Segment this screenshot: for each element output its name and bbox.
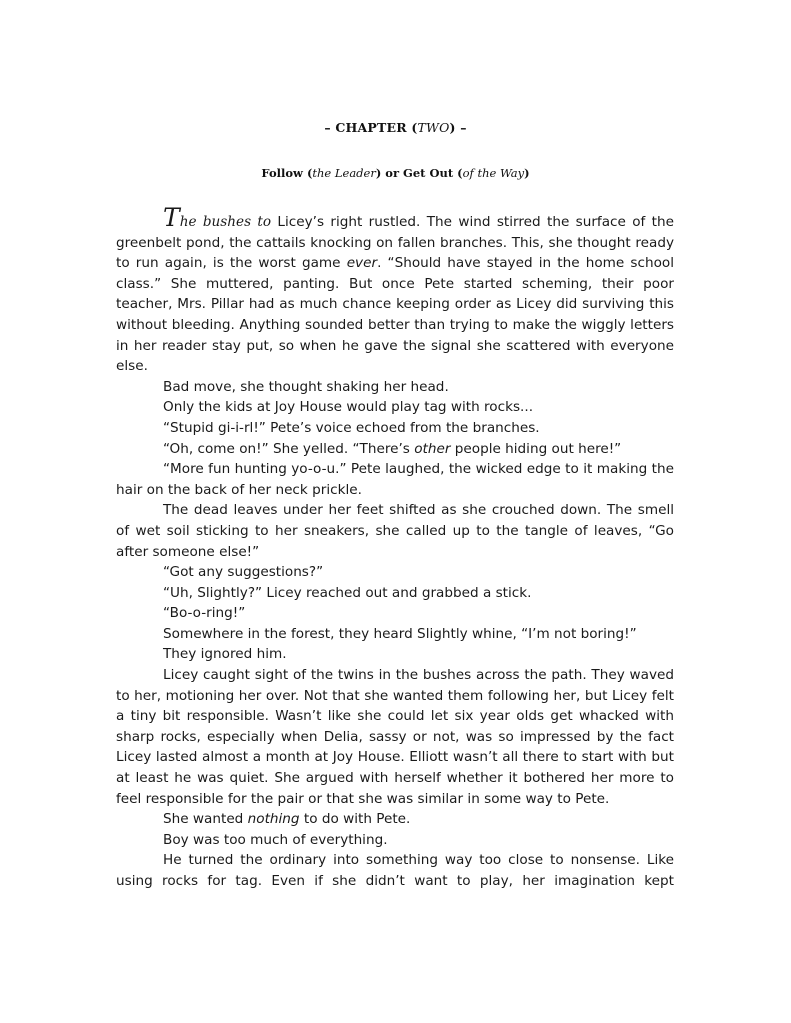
subtitle-part-1: Follow ( [261,166,313,180]
paragraph-14 [116,809,674,830]
paragraph-14-text-b: to do with Pete. [299,811,411,828]
paragraph-5-text-a: “Oh, come on!” She yelled. “There’s [163,440,415,457]
paragraph-13: Licey caught sight of the twins in the bushes across the path. They waved to her, motioning her over. Not that she wanted them following her, but Licey felt a tiny bit responsible. Wasn’t like she could let six year olds get whacked with sharp rocks, especially when Delia, sassy or not, was so impressed by the fact Licey lasted almost a month at Joy House. Elliott wasn’t all there to start with but at least he was quiet. She argued with herself whether it bothered her more to feel responsible for the pair or that she was similar in some way to Pete. [116,667,674,807]
drop-cap: T [163,203,180,232]
paragraph-1-text-a: Licey’s right rustled. The wind stirred the surface of the greenbelt pond, the cattails knocking on fallen branches. This, she thought ready to run again, is the worst game [116,214,674,272]
paragraph-10: “Bo-o-ring!” [163,605,246,622]
chapter-prefix: – CHAPTER ( [324,120,418,135]
paragraph-14-text-a: She wanted [163,811,248,828]
paragraph-12: They ignored him. [163,646,287,663]
paragraph-9: “Uh, Slightly?” Licey reached out and grabbed a stick. [163,584,532,601]
paragraph-1-emphasis: ever [346,255,378,272]
paragraph-14-emphasis: nothing [247,811,300,828]
chapter-suffix: ) – [449,120,467,135]
subtitle-part-4: of the Way [462,166,525,180]
paragraph-1-text-b: . “Should have stayed in the home school class.” She muttered, panting. But once Pete started scheming, their poor teacher, Mrs. Pillar had as much chance keeping order as Licey did surviving this without bleeding. Anything sounded better than trying to make the wiggly letters in her reader stay put, so when he gave the signal she scattered with everyone else. [116,255,674,375]
paragraph-15: Boy was too much of everything. [163,831,388,848]
paragraph-11: Somewhere in the forest, they heard Slightly whine, “I’m not boring!” [163,625,637,642]
paragraph-4: “Stupid gi-i-rl!” Pete’s voice echoed from the branches. [163,419,540,436]
paragraph-3: Only the kids at Joy House would play tag with rocks... [163,399,534,416]
subtitle-part-5: ) [524,166,530,180]
paragraph-7: The dead leaves under her feet shifted as she crouched down. The smell of wet soil sticking to her sneakers, she called up to the tangle of leaves, “Go after someone else!” [116,502,674,560]
chapter-body [116,203,674,892]
paragraph-5-text-b: people hiding out here!” [450,440,622,457]
lead-in-italic: he bushes to [179,214,272,230]
subtitle-part-3: ) or Get Out ( [375,166,463,180]
paragraph-5-emphasis: other [414,440,451,457]
chapter-heading [0,120,791,135]
subtitle-part-2: the Leader [312,166,376,180]
paragraph-2: Bad move, she thought shaking her head. [163,378,449,395]
paragraph-8: “Got any suggestions?” [163,564,324,581]
paragraph-16: He turned the ordinary into something way too close to nonsense. Like using rocks for tag. Even if she didn’t want to play, her imagination kept [116,852,674,889]
paragraph-5 [116,439,674,460]
chapter-subtitle [0,166,791,180]
paragraph-1 [116,203,674,377]
paragraph-6: “More fun hunting yo-o-u.” Pete laughed, the wicked edge to it making the hair on the back of her neck prickle. [116,461,674,498]
chapter-number: TWO [417,120,450,135]
